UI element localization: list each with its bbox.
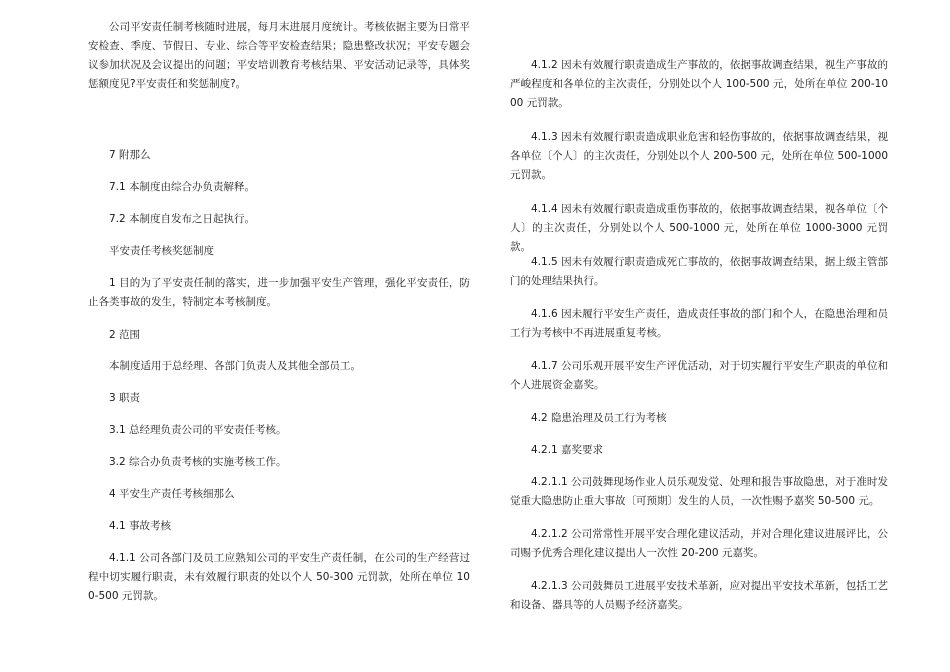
paragraph-assessment-basis: 公司平安责任制考核随时进展，每月末进展月度统计。考核依据主要为日常平安检查、季度、节假日、专业、综合等平安检查结果；隐患整改状况；平安专题会议参加状况及会议提出的问题；平安培训教育考核结果、平安活动记录等，具体奖惩额度见?平安责任和奖惩制度?。 <box>88 21 470 90</box>
paragraph-4-2-1-1: 4.2.1.1 公司鼓舞现场作业人员乐观发觉、处理和报告事故隐患，对于准时发觉重大隐患防止重大事故〔可预期〕发生的人员，一次性赐予嘉奖 50-500 元。 <box>510 476 888 507</box>
heading-scope: 2 范围 <box>109 329 141 341</box>
heading-4-2-1: 4.2.1 嘉奖要求 <box>531 444 604 456</box>
paragraph-scope: 本制度适用于总经理、各部门负责人及其他全部员工。 <box>109 360 361 372</box>
heading-4-1: 4.1 事故考核 <box>109 520 172 532</box>
paragraph-7-2: 7.2 本制度自发布之日起执行。 <box>109 213 256 225</box>
heading-duties: 3 职责 <box>109 392 141 404</box>
paragraph-4-1-2: 4.1.2 因未有效履行职责造成生产事故的，依据事故调查结果，视生产事故的严峻程度和各单位的主次责任，分别处以个人 100-500 元，处所在单位 200-1000 元罚款。 <box>510 59 888 109</box>
paragraph-4-1-5: 4.1.5 因未有效履行职责造成死亡事故的，依据事故调查结果，据上级主管部门的处理结果执行。 <box>510 256 888 287</box>
paragraph-purpose: 1 目的为了平安责任制的落实，进一步加强平安生产管理，强化平安责任，防止各类事故的发生，特制定本考核制度。 <box>88 277 470 308</box>
paragraph-4-1-1: 4.1.1 公司各部门及员工应熟知公司的平安生产责任制，在公司的生产经营过程中切实履行职责，未有效履行职责的处以个人 50-300 元罚款，处所在单位 100-500 元罚款。 <box>88 552 470 602</box>
paragraph-4-1-7: 4.1.7 公司乐观开展平安生产评优活动，对于切实履行平安生产职责的单位和个人进展资金嘉奖。 <box>510 360 888 391</box>
paragraph-4-1-4: 4.1.4 因未有效履行职责造成重伤事故的，依据事故调查结果，视各单位〔个人〕的主次责任，分别处以个人 500-1000 元，处所在单位 1000-3000 元罚款。 <box>510 203 888 253</box>
paragraph-4-1-3: 4.1.3 因未有效履行职责造成职业危害和轻伤事故的，依据事故调查结果，视各单位〔个人〕的主次责任，分别处以个人 200-500 元，处所在单位 500-1000 元罚款。 <box>510 131 888 181</box>
paragraph-4-2-1-3: 4.2.1.3 公司鼓舞员工进展平安技术革新，应对提出平安技术革新，包括工艺和设备、器具等的人员赐予经济嘉奖。 <box>510 580 888 611</box>
heading-4-2: 4.2 隐患治理及员工行为考核 <box>531 412 667 424</box>
paragraph-3-1: 3.1 总经理负责公司的平安责任考核。 <box>109 424 287 436</box>
paragraph-4-1-6: 4.1.6 因未履行平安生产责任，造成责任事故的部门和个人，在隐患治理和员工行为考核中不再进展重复考核。 <box>510 308 888 339</box>
paragraph-3-2: 3.2 综合办负责考核的实施考核工作。 <box>109 456 287 468</box>
paragraph-7-1: 7.1 本制度由综合办负责解释。 <box>109 181 256 193</box>
heading-appendix: 7 附那么 <box>109 149 151 161</box>
heading-rules: 4 平安生产责任考核细那么 <box>109 488 235 500</box>
section-title: 平安责任考核奖惩制度 <box>109 245 214 257</box>
paragraph-4-2-1-2: 4.2.1.2 公司常常性开展平安合理化建议活动，并对合理化建议进展评比，公司赐予优秀合理化建议提出人一次性 20-200 元嘉奖。 <box>510 528 888 559</box>
